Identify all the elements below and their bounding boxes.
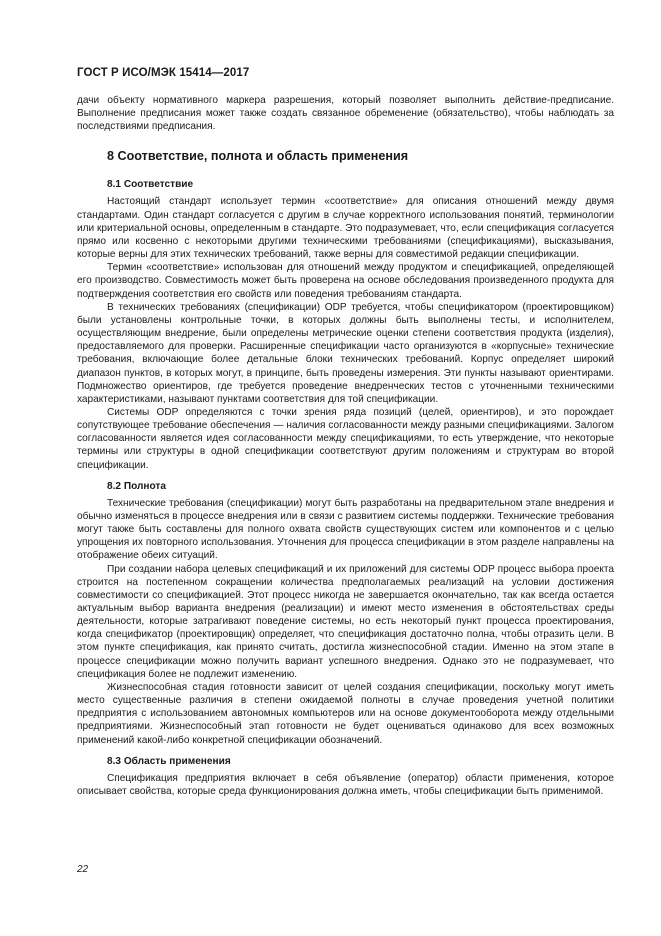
- paragraph: Жизнеспособная стадия готовности зависит от целей создания спецификации, поскольку могут иметь место существенные различия в степени ожидаемой полноты в случае проведения учетной политики предприятия с использованием автономных компьютеров или на основе документооборота между отдельными предприятиями. Жизнеспособный этап готовности не будет оцениваться одинаково для всех возможных применений какой-либо конкретной спецификации обозначений.: [77, 681, 614, 746]
- paragraph: Термин «соответствие» использован для отношений между продуктом и спецификацией, определяющей его производство. Совместимость может быть проверена на основе обследования произведенного продукта для подтверждения соответствия его свойств или поведения требованиям стандарта.: [77, 262, 614, 300]
- document-header: ГОСТ Р ИСО/МЭК 15414—2017: [77, 67, 250, 79]
- page-number: 22: [77, 864, 89, 875]
- paragraph: При создании набора целевых спецификаций и их приложений для системы ODP процесс выбора проекта строится на постепенном сокращении количества предполагаемых реализаций на условии достижения совместимости со спецификацией. Этот процесс никогда не завершается окончательно, так как всегда остается актуальным выбор варианта внедрения (реализации) и имеют место изменения в обстоятельствах среды деятельности, которые затрагивают поведение системы, но есть некоторый пункт процесса проектирования, когда спецификатор (проектировщик) определяет, что спецификация достаточно полна, чтобы отразить цели. В этом пункте спецификация, как принято считать, достигла жизнеспособной стадии. Именно на этом этапе в процессе спецификации можно получить вариант успешного внедрения. Однако это не подразумевает, что спецификация более не подлежит изменению.: [77, 563, 614, 680]
- intro-paragraph: дачи объекту нормативного маркера разрешения, который позволяет выполнить действие-предписание. Выполнение предписания может также создать связанное обременение (обязательство), чтобы наблюдать за последствиями предписания.: [77, 95, 614, 133]
- subsection-title-completeness: 8.2 Полнота: [107, 480, 166, 492]
- paragraph: Технические требования (спецификации) могут быть разработаны на предварительном этапе внедрения и обычно изменяться в процессе внедрения или в связи с развитием системы поддержки. Технические требования могут также быть составлены для полного охвата свойств существующих систем или компонентов и с целью упрощения их повторного использования. Уточнения для процесса спецификации в этом разделе направлены на отображение обеих ситуаций.: [77, 497, 614, 562]
- paragraph: В технических требованиях (спецификации) ODP требуется, чтобы спецификатором (проектировщиком) были установлены контрольные точки, в которых должны быть выполнены тесты, и исполнителем, осуществляющим внедрение, были определены метрические оценки степени соответствия продукта (изделия), предоставляемого для проверки. Расширенные спецификации часто организуются в «корпусные» технические требования, включающие более детальные блоки технических требований. Корпус определяет широкий диапазон пунктов, в которых могут, в принципе, быть проведены измерения. Эти пункты называют ориентирами. Подмножество ориентиров, где требуется проведение внедренческих тестов с уточненными техническими характеристиками, называют пунктами соответствия для той спецификации.: [77, 301, 614, 405]
- section-title: 8 Соответствие, полнота и область применения: [107, 149, 409, 164]
- paragraph: Спецификация предприятия включает в себя объявление (оператор) области применения, которое описывает свойства, которые среда функционирования должна иметь, чтобы спецификации быть применимой.: [77, 772, 614, 797]
- paragraph: Системы ODP определяются с точки зрения ряда позиций (целей, ориентиров), и это порождает сопутствующее требование обеспечения — наличия согласованности между разными спецификациями. Залогом согласованности является идея согласованности между спецификациями, то есть утверждение, что некоторые термины или структуры в одной спецификации соответствуют другим положениям и структурам во второй спецификации.: [77, 406, 614, 471]
- page-content: [77, 94, 614, 798]
- subsection-title-conformance: 8.1 Соответствие: [107, 179, 194, 191]
- paragraph: Настоящий стандарт использует термин «соответствие» для описания отношений между двумя стандартами. Один стандарт согласуется с другим в случае корректного использования понятий, терминологии или критериальной основы, определенным в стандарте. Это подразумевает, что, если спецификация согласуется прямо или косвенно с некоторыми другими техническими требованиями (спецификациями), высказывания, которые верны для этих технических требований, также верны для совместимой редакции спецификации.: [77, 196, 614, 261]
- subsection-title-scope: 8.3 Область применения: [107, 755, 231, 767]
